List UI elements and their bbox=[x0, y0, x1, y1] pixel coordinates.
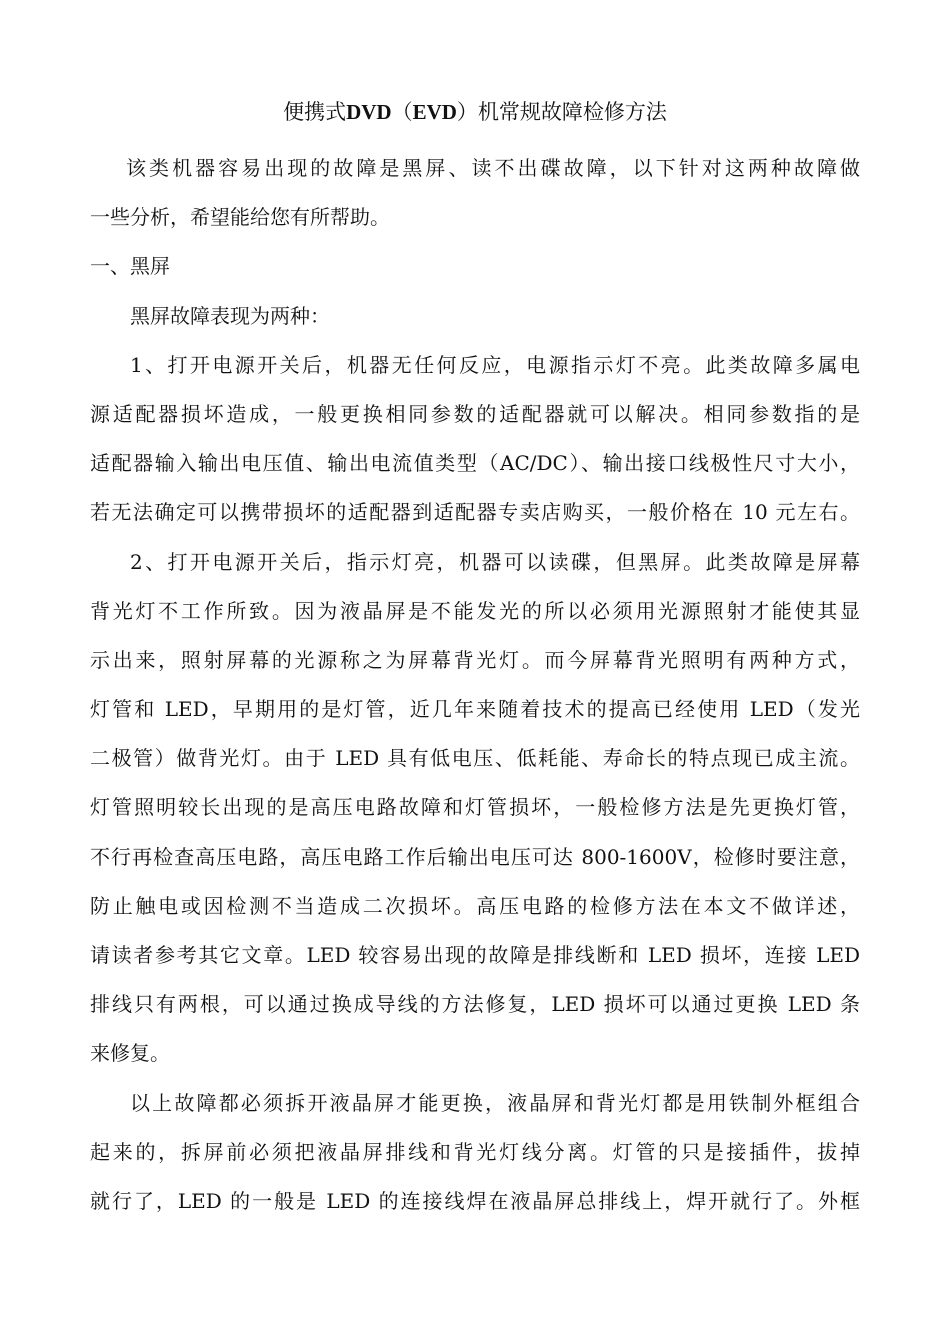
body-line: 示出来，照射屏幕的光源称之为屏幕背光灯。而今屏幕背光照明有两种方式， bbox=[90, 647, 860, 672]
body-line: 起来的，拆屏前必须把液晶屏排线和背光灯线分离。灯管的只是接插件，拔掉 bbox=[90, 1139, 860, 1164]
body-line: 就行了，LED 的一般是 LED 的连接线焊在液晶屏总排线上，焊开就行了。外框 bbox=[90, 1188, 860, 1213]
body-line: 适配器输入输出电压值、输出电流值类型（AC/DC）、输出接口线极性尺寸大小， bbox=[90, 451, 860, 476]
body-line: 排线只有两根，可以通过换成导线的方法修复，LED 损坏可以通过更换 LED 条 bbox=[90, 992, 860, 1017]
body-line: 以上故障都必须拆开液晶屏才能更换，液晶屏和背光灯都是用铁制外框组合 bbox=[130, 1090, 860, 1115]
title-bold-evd: EVD bbox=[412, 100, 457, 124]
title-paren-open: （ bbox=[391, 100, 413, 124]
body-line: 一些分析，希望能给您有所帮助。 bbox=[90, 205, 390, 230]
body-line: 1、打开电源开关后，机器无任何反应，电源指示灯不亮。此类故障多属电 bbox=[130, 352, 860, 377]
section-heading: 一、黑屏 bbox=[90, 254, 170, 279]
body-line: 防止触电或因检测不当造成二次损坏。高压电路的检修方法在本文不做详述， bbox=[90, 893, 860, 918]
title-bold-dvd: DVD bbox=[346, 100, 392, 124]
body-line: 灯管照明较长出现的是高压电路故障和灯管损坏，一般检修方法是先更换灯管， bbox=[90, 795, 860, 820]
body-line: 若无法确定可以携带损坏的适配器到适配器专卖店购买，一般价格在 10 元左右。 bbox=[90, 500, 860, 525]
body-line: 请读者参考其它文章。LED 较容易出现的故障是排线断和 LED 损坏，连接 LED bbox=[90, 943, 860, 967]
body-line: 来修复。 bbox=[90, 1041, 170, 1066]
body-line: 不行再检查高压电路，高压电路工作后输出电压可达 800-1600V，检修时要注意， bbox=[90, 844, 860, 869]
title-prefix: 便携式 bbox=[283, 100, 347, 124]
document-body bbox=[90, 144, 860, 1226]
body-line: 背光灯不工作所致。因为液晶屏是不能发光的所以必须用光源照射才能使其显 bbox=[90, 598, 860, 623]
document-title bbox=[0, 96, 950, 128]
body-line: 2、打开电源开关后，指示灯亮，机器可以读碟，但黑屏。此类故障是屏幕 bbox=[130, 549, 860, 574]
body-line: 黑屏故障表现为两种： bbox=[130, 303, 330, 328]
body-line: 源适配器损坏造成，一般更换相同参数的适配器就可以解决。相同参数指的是 bbox=[90, 401, 860, 426]
body-line: 二极管）做背光灯。由于 LED 具有低电压、低耗能、寿命长的特点现已成主流。 bbox=[90, 746, 860, 771]
body-line: 该类机器容易出现的故障是黑屏、读不出碟故障，以下针对这两种故障做 bbox=[126, 156, 860, 180]
title-suffix: ）机常规故障检修方法 bbox=[456, 100, 667, 124]
body-line: 灯管和 LED，早期用的是灯管，近几年来随着技术的提高已经使用 LED（发光 bbox=[90, 697, 860, 722]
